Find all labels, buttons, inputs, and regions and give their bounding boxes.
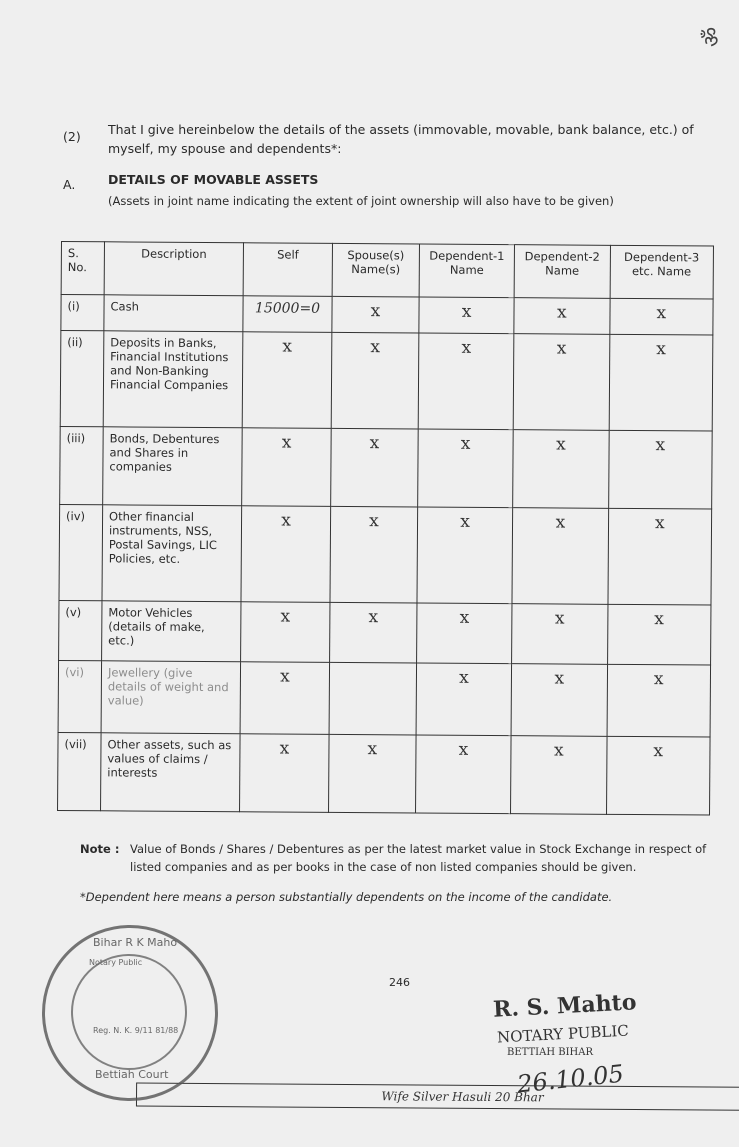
spouse-value: x (330, 506, 418, 603)
header-description: Description (104, 242, 243, 296)
row-description: Bonds, Debentures and Shares in companies (103, 427, 243, 506)
dependent-3-value: x (609, 334, 713, 431)
spouse-value: x (330, 602, 417, 663)
dependent-3-value: x (609, 298, 713, 335)
spouse-value: x (331, 332, 419, 429)
row-sno: (v) (59, 600, 102, 660)
dependent-1-value: x (415, 735, 511, 814)
dependent-1-value: x (419, 297, 515, 334)
seal-inner-ring (71, 954, 187, 1070)
dependent-1-value: x (416, 663, 512, 736)
dependent-2-value: x (513, 430, 609, 509)
seal-text-top: Bihar R K Maho (93, 936, 178, 949)
spouse-value: Wife Silver Hasuli 20 Bhar (135, 1082, 739, 1111)
dependent-3-value: x (606, 736, 710, 815)
notary-seal (42, 925, 218, 1101)
dependent-1-value: x (417, 507, 513, 604)
stamp-place: BETTIAH BIHAR (507, 1047, 594, 1058)
dependent-2-value: x (512, 508, 608, 605)
self-value: x (242, 428, 332, 507)
header-self: Self (243, 243, 332, 297)
row-sno: (vii) (58, 732, 102, 810)
paragraph-text: That I give hereinbelow the details of the assets (immovable, movable, bank balance, etc.) of myself, my spouse and dependents*: (108, 122, 694, 156)
dependent-1-value: x (418, 333, 514, 430)
row-sno: (iii) (60, 426, 104, 504)
self-value: x (241, 602, 330, 663)
row-description: Cash (104, 295, 243, 332)
dependent-3-value: x (608, 430, 712, 509)
table-row (60, 331, 713, 432)
row-sno: (i) (61, 295, 104, 331)
row-description: Jewellery (give details of weight and value) (101, 661, 240, 734)
self-value: x (241, 506, 331, 603)
row-description: Other assets, such as values of claims / interests (101, 733, 241, 812)
table-row (59, 504, 712, 605)
dependent-3-value: x (607, 664, 711, 737)
table-row (58, 660, 710, 737)
dependent-2-value: x (511, 736, 607, 815)
header-spouse: Spouse(s) Name(s) (332, 243, 419, 297)
dependent-3-value: x (608, 508, 712, 605)
spouse-value: x (329, 734, 416, 813)
spouse-value: x (331, 428, 418, 507)
dependent-1-value: x (416, 603, 512, 664)
spouse-value: x (332, 296, 419, 333)
table-row (60, 426, 713, 509)
row-description: Motor Vehicles (details of make, etc.) (102, 601, 241, 662)
section-letter: A. (63, 177, 76, 192)
dependent-2-value: x (513, 334, 609, 431)
stamp-date: 26.10.05 (515, 1059, 626, 1099)
dependent-2-value: x (512, 604, 608, 665)
header-sno: S. No. (61, 242, 104, 295)
stamp-name: R. S. Mahto (492, 989, 638, 1023)
note-label: Note : (80, 842, 120, 856)
seal-text-bottom: Bettiah Court (95, 1068, 169, 1081)
page-number: 246 (389, 976, 410, 989)
section-subtitle: (Assets in joint name indicating the extent of joint ownership will also have to be given) (108, 194, 614, 208)
header-dependent-1: Dependent-1 Name (419, 244, 515, 298)
self-value: x (240, 662, 330, 735)
margin-signature-mark: ॐ (699, 26, 725, 48)
table-header-row (61, 242, 713, 300)
self-value: x (242, 332, 332, 429)
row-sno: (ii) (60, 331, 104, 427)
footnote: *Dependent here means a person substantially dependents on the income of the candidate. (80, 890, 613, 904)
paragraph-number: (2) (63, 129, 81, 144)
row-sno: (iv) (59, 504, 103, 600)
dependent-1-value: x (417, 429, 513, 508)
seal-text-inner-top: Notary Public (89, 958, 143, 967)
section-title: DETAILS OF MOVABLE ASSETS (108, 172, 319, 187)
dependent-2-value: x (514, 298, 610, 335)
note-text: Value of Bonds / Shares / Debentures as per the latest market value in Stock Exchange in respect of listed companies and as per books in the case of non listed companies should be given. (130, 842, 707, 874)
self-value: x (240, 734, 330, 813)
dependent-3-value: x (607, 604, 711, 665)
table-row (59, 600, 711, 665)
row-sno: (vi) (58, 660, 102, 732)
note-block (80, 840, 720, 874)
row-description: Deposits in Banks, Financial Institutions and Non-Banking Financial Companies (103, 331, 243, 428)
header-dependent-2: Dependent-2 Name (514, 245, 610, 299)
seal-text-inner-bottom: Reg. N. K. 9/11 81/88 (93, 1026, 179, 1035)
dependent-2-value: x (511, 664, 607, 737)
table-row (61, 295, 713, 336)
header-dependent-3: Dependent-3 etc. Name (610, 245, 714, 299)
self-value: 15000=0 (243, 296, 332, 333)
stamp-role: NOTARY PUBLIC (496, 1021, 630, 1047)
row-description: Other financial instruments, NSS, Postal Savings, LIC Policies, etc. (102, 505, 242, 602)
table-row (58, 732, 711, 815)
